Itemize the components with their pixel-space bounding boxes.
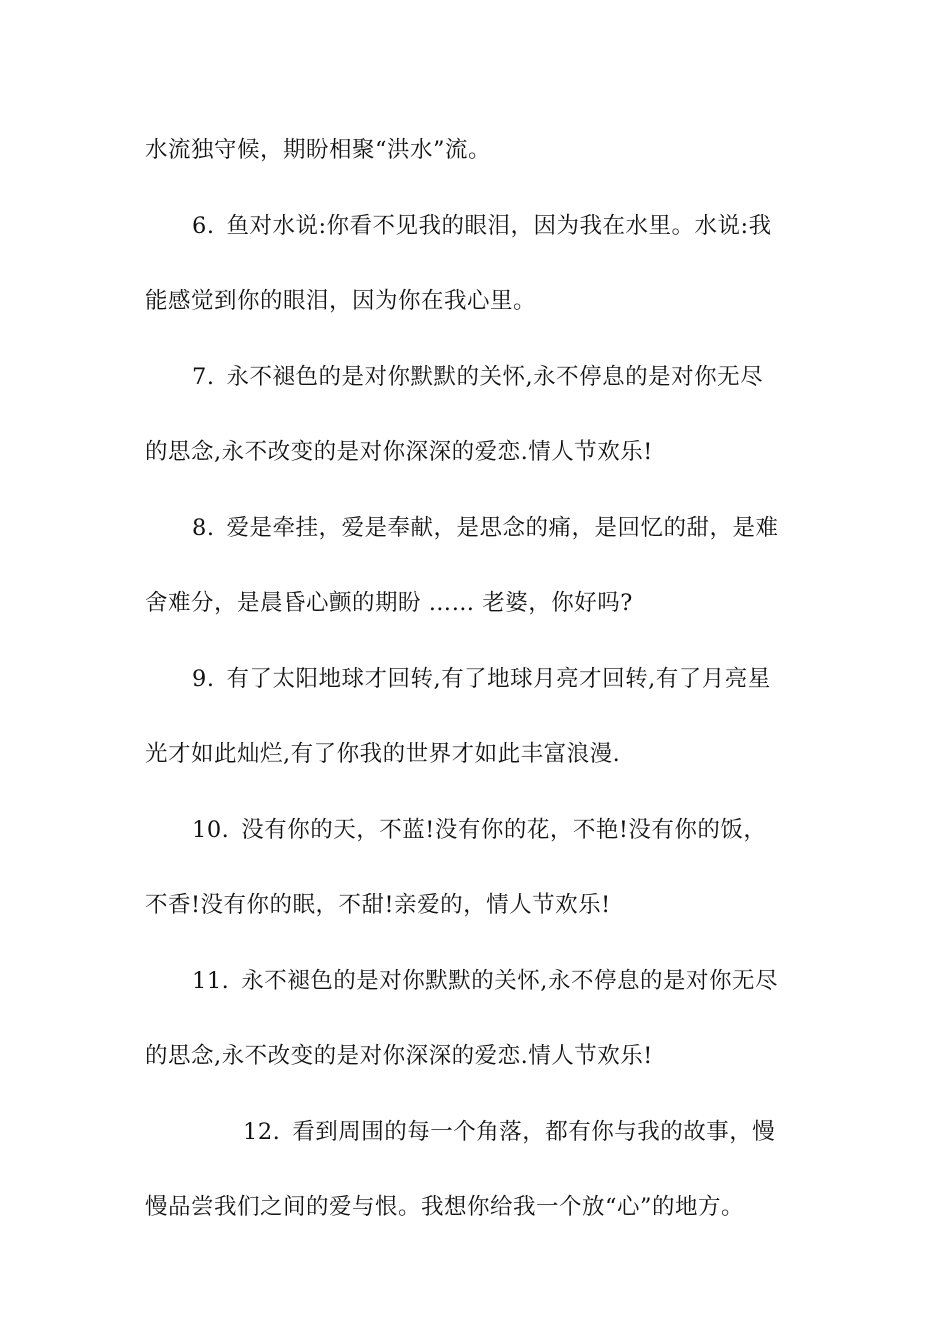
item-number: 7. — [192, 364, 215, 390]
line-text: 能感觉到你的眼泪，因为你在我心里。 — [145, 288, 537, 314]
paragraph-line — [145, 588, 810, 618]
line-text: 永不褪色的是对你默默的关怀,永不停息的是对你无尽 — [241, 968, 778, 994]
paragraph-line — [145, 1041, 810, 1071]
line-text: 看到周围的每一个角落，都有你与我的故事，慢 — [292, 1119, 776, 1145]
line-text: 鱼对水说:你看不见我的眼泪，因为我在水里。水说:我 — [226, 213, 772, 239]
item-number: 12. — [243, 1119, 281, 1145]
item-number: 6. — [192, 213, 215, 239]
line-text: 永不褪色的是对你默默的关怀,永不停息的是对你无尽 — [226, 364, 764, 390]
item-number: 10. — [192, 817, 230, 843]
paragraph-line — [145, 437, 810, 467]
list-item-9 — [192, 664, 857, 694]
paragraph-line — [145, 135, 810, 165]
line-text: 爱是牵挂，爱是奉献，是思念的痛，是回忆的甜，是难 — [226, 515, 779, 541]
paragraph-line — [145, 1192, 810, 1222]
paragraph-line — [145, 286, 810, 316]
line-text: 水流独守候，期盼相聚“洪水”流。 — [145, 137, 492, 163]
line-text: 有了太阳地球才回转,有了地球月亮才回转,有了月亮星 — [226, 666, 771, 692]
list-item-11 — [192, 966, 857, 996]
item-number: 9. — [192, 666, 215, 692]
list-item-10 — [192, 815, 857, 845]
line-text: 光才如此灿烂,有了你我的世界才如此丰富浪漫. — [145, 741, 621, 767]
line-text: 慢品尝我们之间的爱与恨。我想你给我一个放“心”的地方。 — [145, 1194, 745, 1220]
line-text: 没有你的天，不蓝!没有你的花，不艳!没有你的饭， — [241, 817, 767, 843]
item-number: 11. — [192, 968, 230, 994]
line-text: 的思念,永不改变的是对你深深的爱恋.情人节欢乐! — [145, 1043, 653, 1069]
line-text: 不香!没有你的眠，不甜!亲爱的，情人节欢乐! — [145, 892, 611, 918]
line-text: 的思念,永不改变的是对你深深的爱恋.情人节欢乐! — [145, 439, 653, 465]
paragraph-line — [145, 890, 810, 920]
list-item-8 — [192, 513, 857, 543]
item-number: 8. — [192, 515, 215, 541]
list-item-7 — [192, 362, 857, 392]
paragraph-line — [145, 739, 810, 769]
list-item-6 — [192, 211, 857, 241]
line-text: 舍难分，是晨昏心颤的期盼 …… 老婆，你好吗? — [145, 590, 633, 616]
list-item-12 — [243, 1117, 808, 1147]
